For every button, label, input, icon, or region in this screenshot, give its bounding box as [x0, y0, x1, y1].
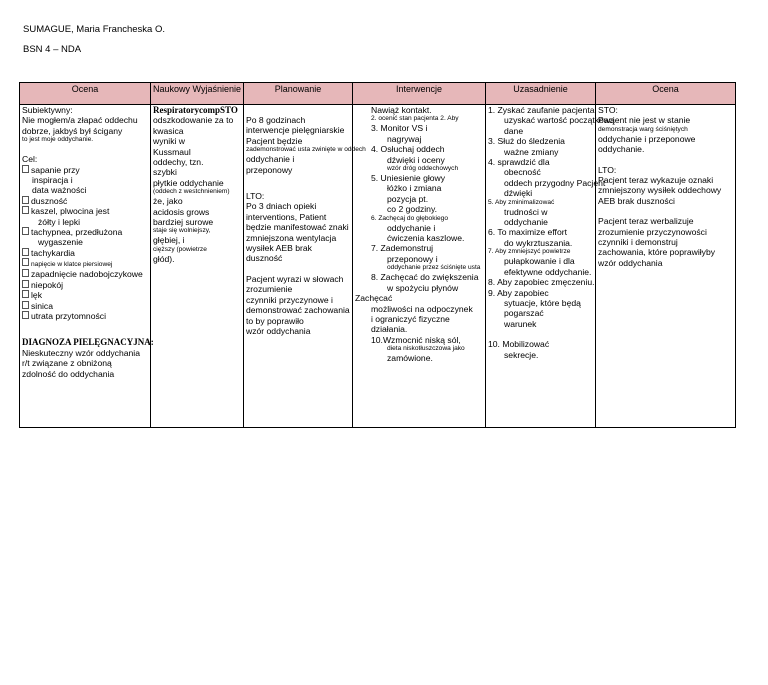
scientific-line: głębiej, i — [153, 235, 185, 246]
checkbox-icon — [22, 280, 29, 288]
planning-cell — [244, 105, 366, 428]
subjective-line: Nie mogłem/a złapać oddechu — [22, 115, 138, 126]
scientific-cell — [151, 105, 244, 428]
scientific-line: Kussmaul — [153, 146, 191, 157]
checkbox-icon — [22, 258, 29, 266]
lto-line: wysiłek AEB brak — [246, 243, 312, 254]
intervention-line: łóżko i zmiana — [387, 183, 442, 194]
intervention-line: dźwięki i oceny — [387, 154, 445, 165]
col-header-planning: Planowanie — [244, 83, 353, 105]
scientific-line: kwasica — [153, 125, 184, 136]
checkbox-icon — [22, 290, 29, 298]
rationale-line: oddech przygodny Pacjent — [504, 177, 606, 188]
interventions-cell — [353, 105, 486, 428]
evaluation-line: oddychanie. — [598, 144, 645, 155]
cue-line: data ważności — [32, 185, 87, 196]
plan-line: wzór oddychania — [246, 325, 311, 336]
cue-line: inspiracja i — [32, 175, 73, 186]
evaluation-line: czynniki i demonstruj — [598, 237, 678, 248]
evaluation-cell — [596, 105, 736, 428]
subjective-line: to jest moje oddychanie. — [22, 136, 94, 144]
rationale-line: 5. Aby zminimalizować — [488, 198, 555, 206]
checkbox-icon — [22, 206, 29, 214]
rationale-line: 10. Mobilizować — [488, 339, 550, 350]
intervention-line: i ograniczyć fizyczne — [371, 313, 450, 324]
objective-label: Cel: — [22, 154, 38, 165]
scientific-line: RespiratorycompSTO — [153, 105, 238, 115]
diagnosis-line: zdolność do oddychania — [22, 368, 115, 379]
plan-line: zrozumienie — [246, 284, 293, 295]
cue-item: tachypnea, przedłużona — [22, 227, 148, 237]
checkbox-icon — [22, 248, 29, 256]
scientific-line: głód). — [153, 253, 175, 264]
col-header-scientific: Naukowy Wyjaśnienie — [151, 83, 244, 105]
col-header-rationale: Uzasadnienie — [486, 83, 596, 105]
checkbox-icon — [22, 196, 29, 204]
scientific-line: wyniki w — [153, 136, 185, 147]
cue-item: napięcie w klatce piersiowej — [22, 258, 148, 269]
plan-line: to by poprawiło — [246, 315, 304, 326]
rationale-line: 4. sprawdzić dla — [488, 157, 550, 168]
rationale-line: efektywne oddychanie. — [504, 266, 592, 277]
subjective-label: Subiektywny: — [22, 105, 73, 115]
scientific-line: szybki — [153, 167, 177, 178]
sto-line: Po 8 godzinach — [246, 115, 306, 125]
evaluation-line: LTO: — [598, 164, 617, 175]
sto-line: oddychanie i — [246, 154, 295, 165]
cue-item: tachykardia — [22, 248, 148, 258]
intervention-line: 7. Zademonstruj — [371, 243, 434, 254]
sto-line: zademonstrować usta zwinięte w oddech — [246, 146, 366, 154]
intervention-line: wzór dróg oddechowych — [387, 165, 459, 173]
lto-line: Po 3 dniach opieki — [246, 201, 317, 212]
cue-item: kaszel, plwocina jest — [22, 206, 148, 216]
rationale-line: 1. Zyskać zaufanie pacjenta — [488, 105, 595, 115]
intervention-line: przeponowy i — [387, 253, 438, 264]
checkbox-icon — [22, 269, 29, 277]
col-header-assessment: Ocena — [20, 83, 151, 105]
rationale-line: 6. To maximize effort — [488, 227, 567, 238]
intervention-line: w spożyciu płynów — [387, 282, 459, 293]
rationale-line: oddychanie — [504, 217, 548, 228]
rationale-line: pogarszać — [504, 308, 544, 319]
col-header-interventions: Interwencje — [353, 83, 486, 105]
intervention-line: 6. Zachęcaj do głębokiego — [371, 214, 448, 222]
rationale-line: obecność — [504, 167, 541, 178]
scientific-line: acidosis grows — [153, 206, 210, 217]
cue-item: zapadnięcie nadobojczykowe — [22, 269, 148, 279]
intervention-line: 5. Uniesienie głowy — [371, 173, 446, 184]
col-header-evaluation: Ocena — [596, 83, 736, 105]
intervention-line: działania. — [371, 324, 408, 335]
table-header-row — [20, 83, 736, 105]
lto-line: będzie manifestować znaki — [246, 222, 349, 233]
rationale-line: warunek — [504, 318, 537, 329]
section-label: BSN 4 – NDA — [23, 44, 82, 55]
rationale-line: sytuacje, które będą — [504, 297, 581, 308]
rationale-line: uzyskać wartość początkową — [504, 115, 615, 126]
nursing-care-plan-table — [19, 82, 736, 428]
checkbox-icon — [22, 301, 29, 309]
rationale-line: do wykrztuszania. — [504, 237, 573, 248]
evaluation-line: oddychanie i przeponowe — [598, 133, 696, 144]
rationale-line: 9. Aby zapobiec — [488, 287, 549, 298]
scientific-line: że, jako — [153, 196, 183, 207]
plan-line: demonstrować zachowania — [246, 305, 350, 316]
intervention-line: oddychanie przez ściśnięte usta — [387, 264, 481, 272]
evaluation-line: Pacjent teraz werbalizuje — [598, 216, 694, 227]
sto-line: Pacjent będzie — [246, 135, 303, 146]
lto-line: interventions, Patient — [246, 211, 327, 222]
intervention-line: oddychanie i — [387, 222, 436, 233]
scientific-line: odszkodowanie za to — [153, 115, 234, 126]
plan-line: Pacjent wyrazi w słowach — [246, 273, 344, 284]
rationale-line: sekrecje. — [504, 349, 539, 360]
intervention-line: nagrywaj — [387, 133, 422, 144]
table-row — [20, 105, 736, 428]
evaluation-line: zrozumienie przyczynowości — [598, 226, 707, 237]
evaluation-line: demonstracja warg ściśniętych — [598, 125, 688, 133]
lto-line: LTO: — [246, 191, 265, 202]
evaluation-line: Pacjent teraz wykazuje oznaki — [598, 175, 714, 186]
checkbox-icon — [22, 311, 29, 319]
intervention-line: 3. Monitor VS i — [371, 123, 428, 134]
intervention-line: ćwiczenia kaszlowe. — [387, 233, 465, 244]
rationale-line: dźwięki — [504, 188, 533, 199]
subjective-line: dobrze, jakbyś był ścigany — [22, 125, 123, 136]
cue-item: utrata przytomności — [22, 311, 148, 321]
cue-line: wygaszenie — [38, 237, 83, 248]
evaluation-line: STO: — [598, 105, 618, 115]
intervention-line: 2. ocenić stan pacjenta 2. Aby — [371, 115, 459, 123]
rationale-line: 7. Aby zmniejszyć powietrze — [488, 248, 571, 256]
student-name: SUMAGUE, Maria Francheska O. — [23, 24, 166, 35]
cue-line: żółty i lepki — [38, 216, 81, 227]
sto-line: przeponowy — [246, 164, 293, 175]
intervention-line: 4. Osłuchaj oddech — [371, 144, 445, 155]
scientific-line: cięższy (powietrze — [153, 245, 207, 253]
scientific-line: bardziej surowe — [153, 217, 214, 228]
sto-line: interwencje pielęgniarskie — [246, 125, 345, 136]
rationale-line: dane — [504, 125, 524, 136]
cue-item: duszność — [22, 196, 148, 206]
cue-item: lęk — [22, 290, 148, 300]
evaluation-line: wzór oddychania — [598, 257, 663, 268]
scientific-line: (oddech z westchnieniem) — [153, 188, 230, 196]
rationale-line: pułapkowanie i dla — [504, 256, 575, 267]
diagnosis-line: Nieskuteczny wzór oddychania — [22, 347, 140, 358]
intervention-line: Nawiąż kontakt. — [371, 105, 432, 115]
rationale-line: 3. Służ do śledzenia — [488, 136, 565, 147]
cue-item: sapanie przy — [22, 165, 148, 175]
intervention-line: 10.Wzmocnić niską sól, — [371, 334, 461, 345]
rationale-line: trudności w — [504, 206, 548, 217]
lto-line: duszność — [246, 253, 283, 264]
evaluation-line: Pacjent nie jest w stanie — [598, 115, 691, 126]
rationale-line: 8. Aby zapobiec zmęczeniu. — [488, 277, 595, 288]
evaluation-line: zachowania, które poprawiłyby — [598, 247, 716, 258]
cue-item: sinica — [22, 301, 148, 311]
intervention-line: Zachęcać — [355, 293, 393, 304]
scientific-line: staje się wolniejszy, — [153, 227, 211, 235]
cue-item: niepokój — [22, 280, 148, 290]
diagnosis-line: r/t związane z obniżoną — [22, 358, 112, 369]
diagnosis-label: DIAGNOZA PIELĘGNACYJNA: — [22, 337, 154, 348]
intervention-line: możliwości na odpoczynek — [371, 303, 473, 314]
evaluation-line: zmniejszony wysiłek oddechowy — [598, 185, 722, 196]
evaluation-line: AEB brak duszności — [598, 195, 675, 206]
intervention-line: pozycja pt. — [387, 193, 429, 204]
intervention-line: co 2 godziny. — [387, 204, 438, 215]
rationale-line: ważne zmiany — [504, 146, 559, 157]
intervention-line: 8. Zachęcać do zwiększenia — [371, 272, 479, 283]
assessment-cell — [20, 105, 154, 428]
scientific-line: oddechy, tzn. — [153, 157, 204, 168]
intervention-line: dieta niskotłuszczowa jako — [387, 345, 465, 353]
checkbox-icon — [22, 227, 29, 235]
plan-line: czynniki przyczynowe i — [246, 294, 333, 305]
lto-line: zmniejszona wentylacja — [246, 232, 337, 243]
checkbox-icon — [22, 165, 29, 173]
scientific-line: płytkie oddychanie — [153, 177, 224, 188]
intervention-line: zamówione. — [387, 353, 433, 364]
